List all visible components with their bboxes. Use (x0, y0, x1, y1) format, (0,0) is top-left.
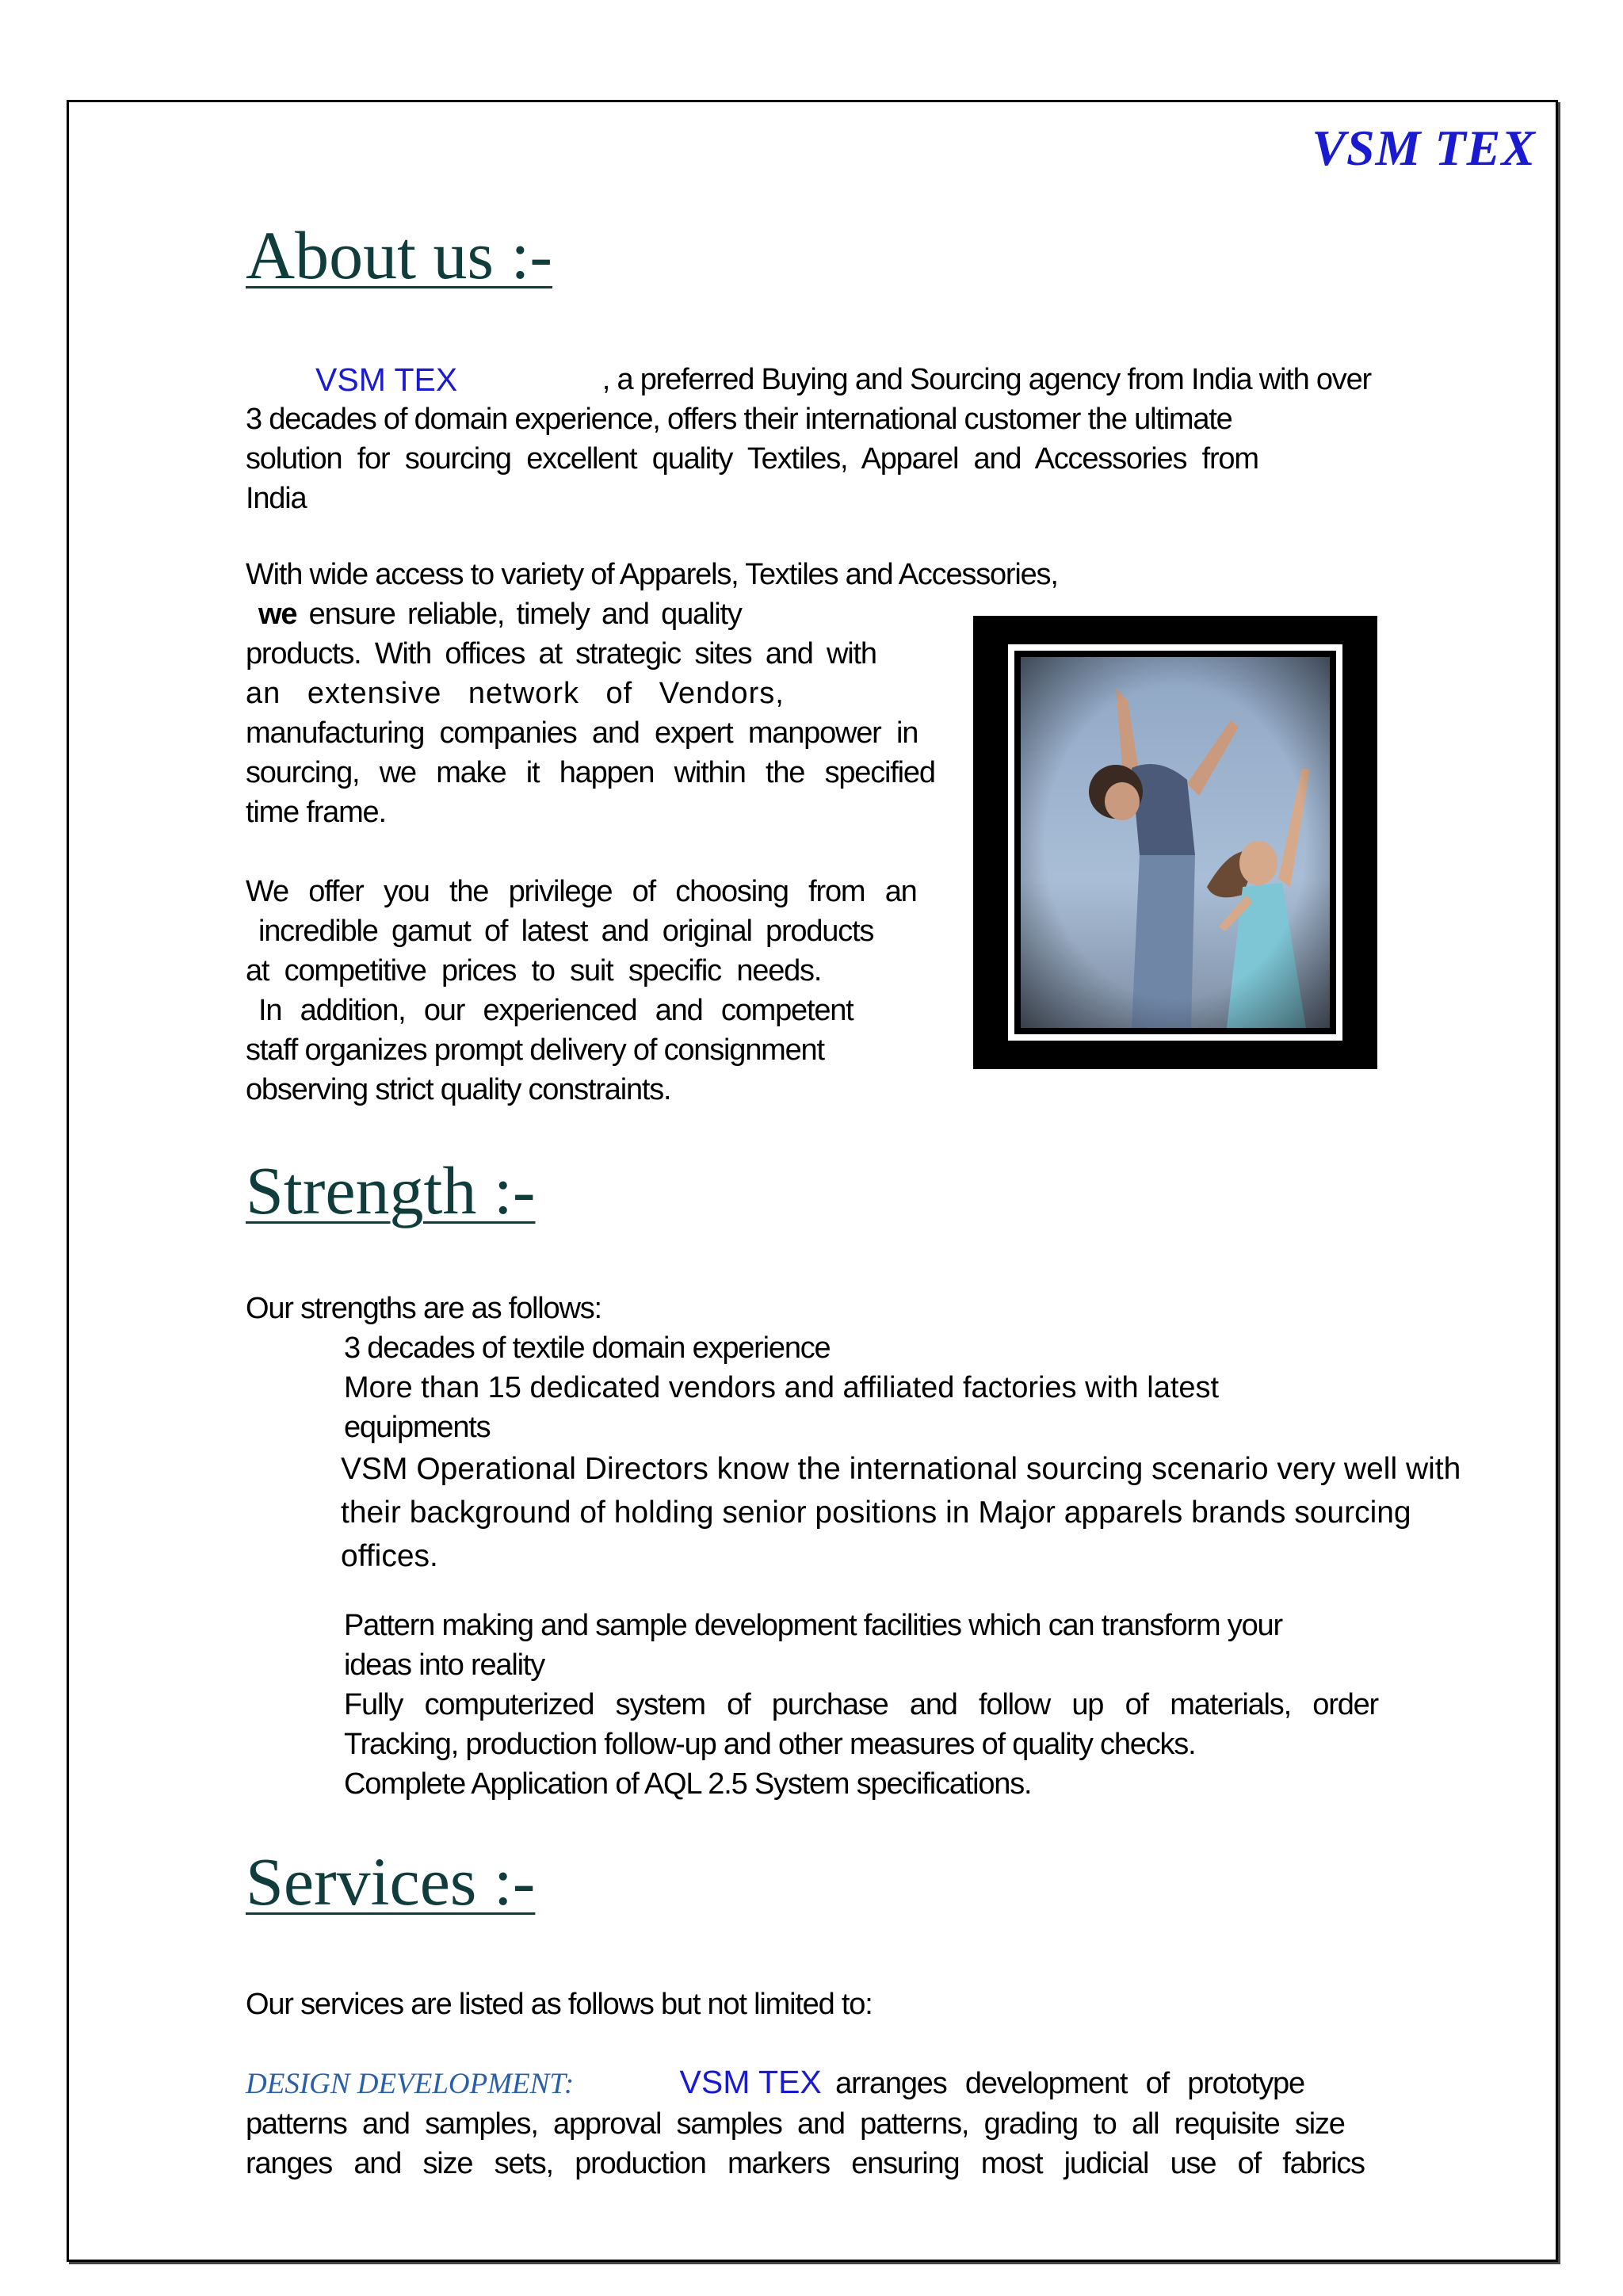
about-p2-line: sourcing, we make it happen within the specified (246, 756, 935, 789)
about-p2-line: products. With offices at strategic sites and with (246, 637, 876, 670)
photo-illustration (1021, 657, 1330, 1028)
photo-two-kids-jumping-icon (1008, 644, 1342, 1041)
strength-more-item: Tracking, production follow-up and other measures of quality checks. (344, 1728, 1196, 1761)
about-p1-line: solution for sourcing excellent quality Textiles, Apparel and Accessories from (246, 442, 1258, 476)
services-heading: Services :- (246, 1843, 536, 1920)
brand-logo-text: VSM TEX (1312, 120, 1536, 176)
strength-item: 3 decades of textile domain experience (344, 1331, 831, 1365)
inline-brand-name: VSM TEX (679, 2064, 822, 2100)
design-development-line: ranges and size sets, production markers ensuring most judicial use of fabrics (246, 2147, 1365, 2180)
photo-frame (973, 616, 1377, 1069)
about-heading: About us :- (246, 217, 552, 293)
strength-more-item: Complete Application of AQL 2.5 System specifications. (344, 1767, 1032, 1801)
about-p3-line: incredible gamut of latest and original products (258, 915, 874, 948)
about-p1-line: 3 decades of domain experience, offers their international customer the ultimate (246, 403, 1232, 436)
design-development-line: patterns and samples, approval samples and patterns, grading to all requisite size (246, 2107, 1345, 2141)
about-paragraph-1 (246, 360, 1371, 518)
about-p2-line: an extensive network of Vendors, (246, 677, 785, 710)
strength-more-item: Fully computerized system of purchase and follow up of materials, order (344, 1688, 1379, 1721)
about-p2-line: With wide access to variety of Apparels, Textiles and Accessories, (246, 558, 1058, 591)
strength-item: equipments (344, 1411, 491, 1444)
strength-more-item: Pattern making and sample development facilities which can transform your (344, 1609, 1282, 1642)
about-p1-line: India (246, 482, 307, 515)
about-p2-line-rest: ensure reliable, timely and quality (308, 598, 742, 631)
design-development-first-line (246, 2062, 1403, 2104)
strength-directors-line: their background of holding senior positions in Major apparels brands sourcing (341, 1496, 1411, 1530)
strength-more-item: ideas into reality (344, 1648, 544, 1682)
strength-directors (341, 1447, 1529, 1578)
about-p2-we: we (258, 598, 297, 631)
services-design-development (246, 2062, 1403, 2183)
strength-item: More than 15 dedicated vendors and affiliated factories with latest (344, 1371, 1220, 1404)
services-intro: Our services are listed as follows but not limited to: (246, 1988, 873, 2021)
about-p2-line: manufacturing companies and expert manpower in (246, 716, 918, 750)
about-p1-first-line (246, 360, 1371, 399)
inline-brand-name: VSM TEX (315, 361, 458, 398)
about-p2-line (246, 594, 959, 634)
about-p3-line: In addition, our experienced and competent (258, 994, 854, 1027)
about-paragraph-3 (246, 872, 959, 1110)
design-development-label: DESIGN DEVELOPMENT: (246, 2068, 575, 2100)
strength-list (344, 1328, 1390, 1447)
about-p3-line: staff organizes prompt delivery of consignment (246, 1033, 824, 1067)
strength-heading: Strength :- (246, 1152, 536, 1228)
about-p1-lead: , a preferred Buying and Sourcing agency from India with over (601, 363, 1371, 396)
strength-intro: Our strengths are as follows: (246, 1292, 601, 1325)
strength-directors-line: offices. (341, 1539, 438, 1573)
about-paragraph-2 (246, 555, 1058, 832)
about-p3-line: at competitive prices to suit specific needs. (246, 954, 822, 988)
about-p3-line: observing strict quality constraints. (246, 1073, 671, 1106)
about-p2-line: time frame. (246, 796, 386, 829)
about-p3-line: We offer you the privilege of choosing from an (246, 875, 917, 908)
design-development-text: arranges development of prototype (835, 2067, 1304, 2100)
strength-more-list (344, 1606, 1406, 1804)
strength-directors-line: VSM Operational Directors know the international sourcing scenario very well with (341, 1452, 1461, 1486)
